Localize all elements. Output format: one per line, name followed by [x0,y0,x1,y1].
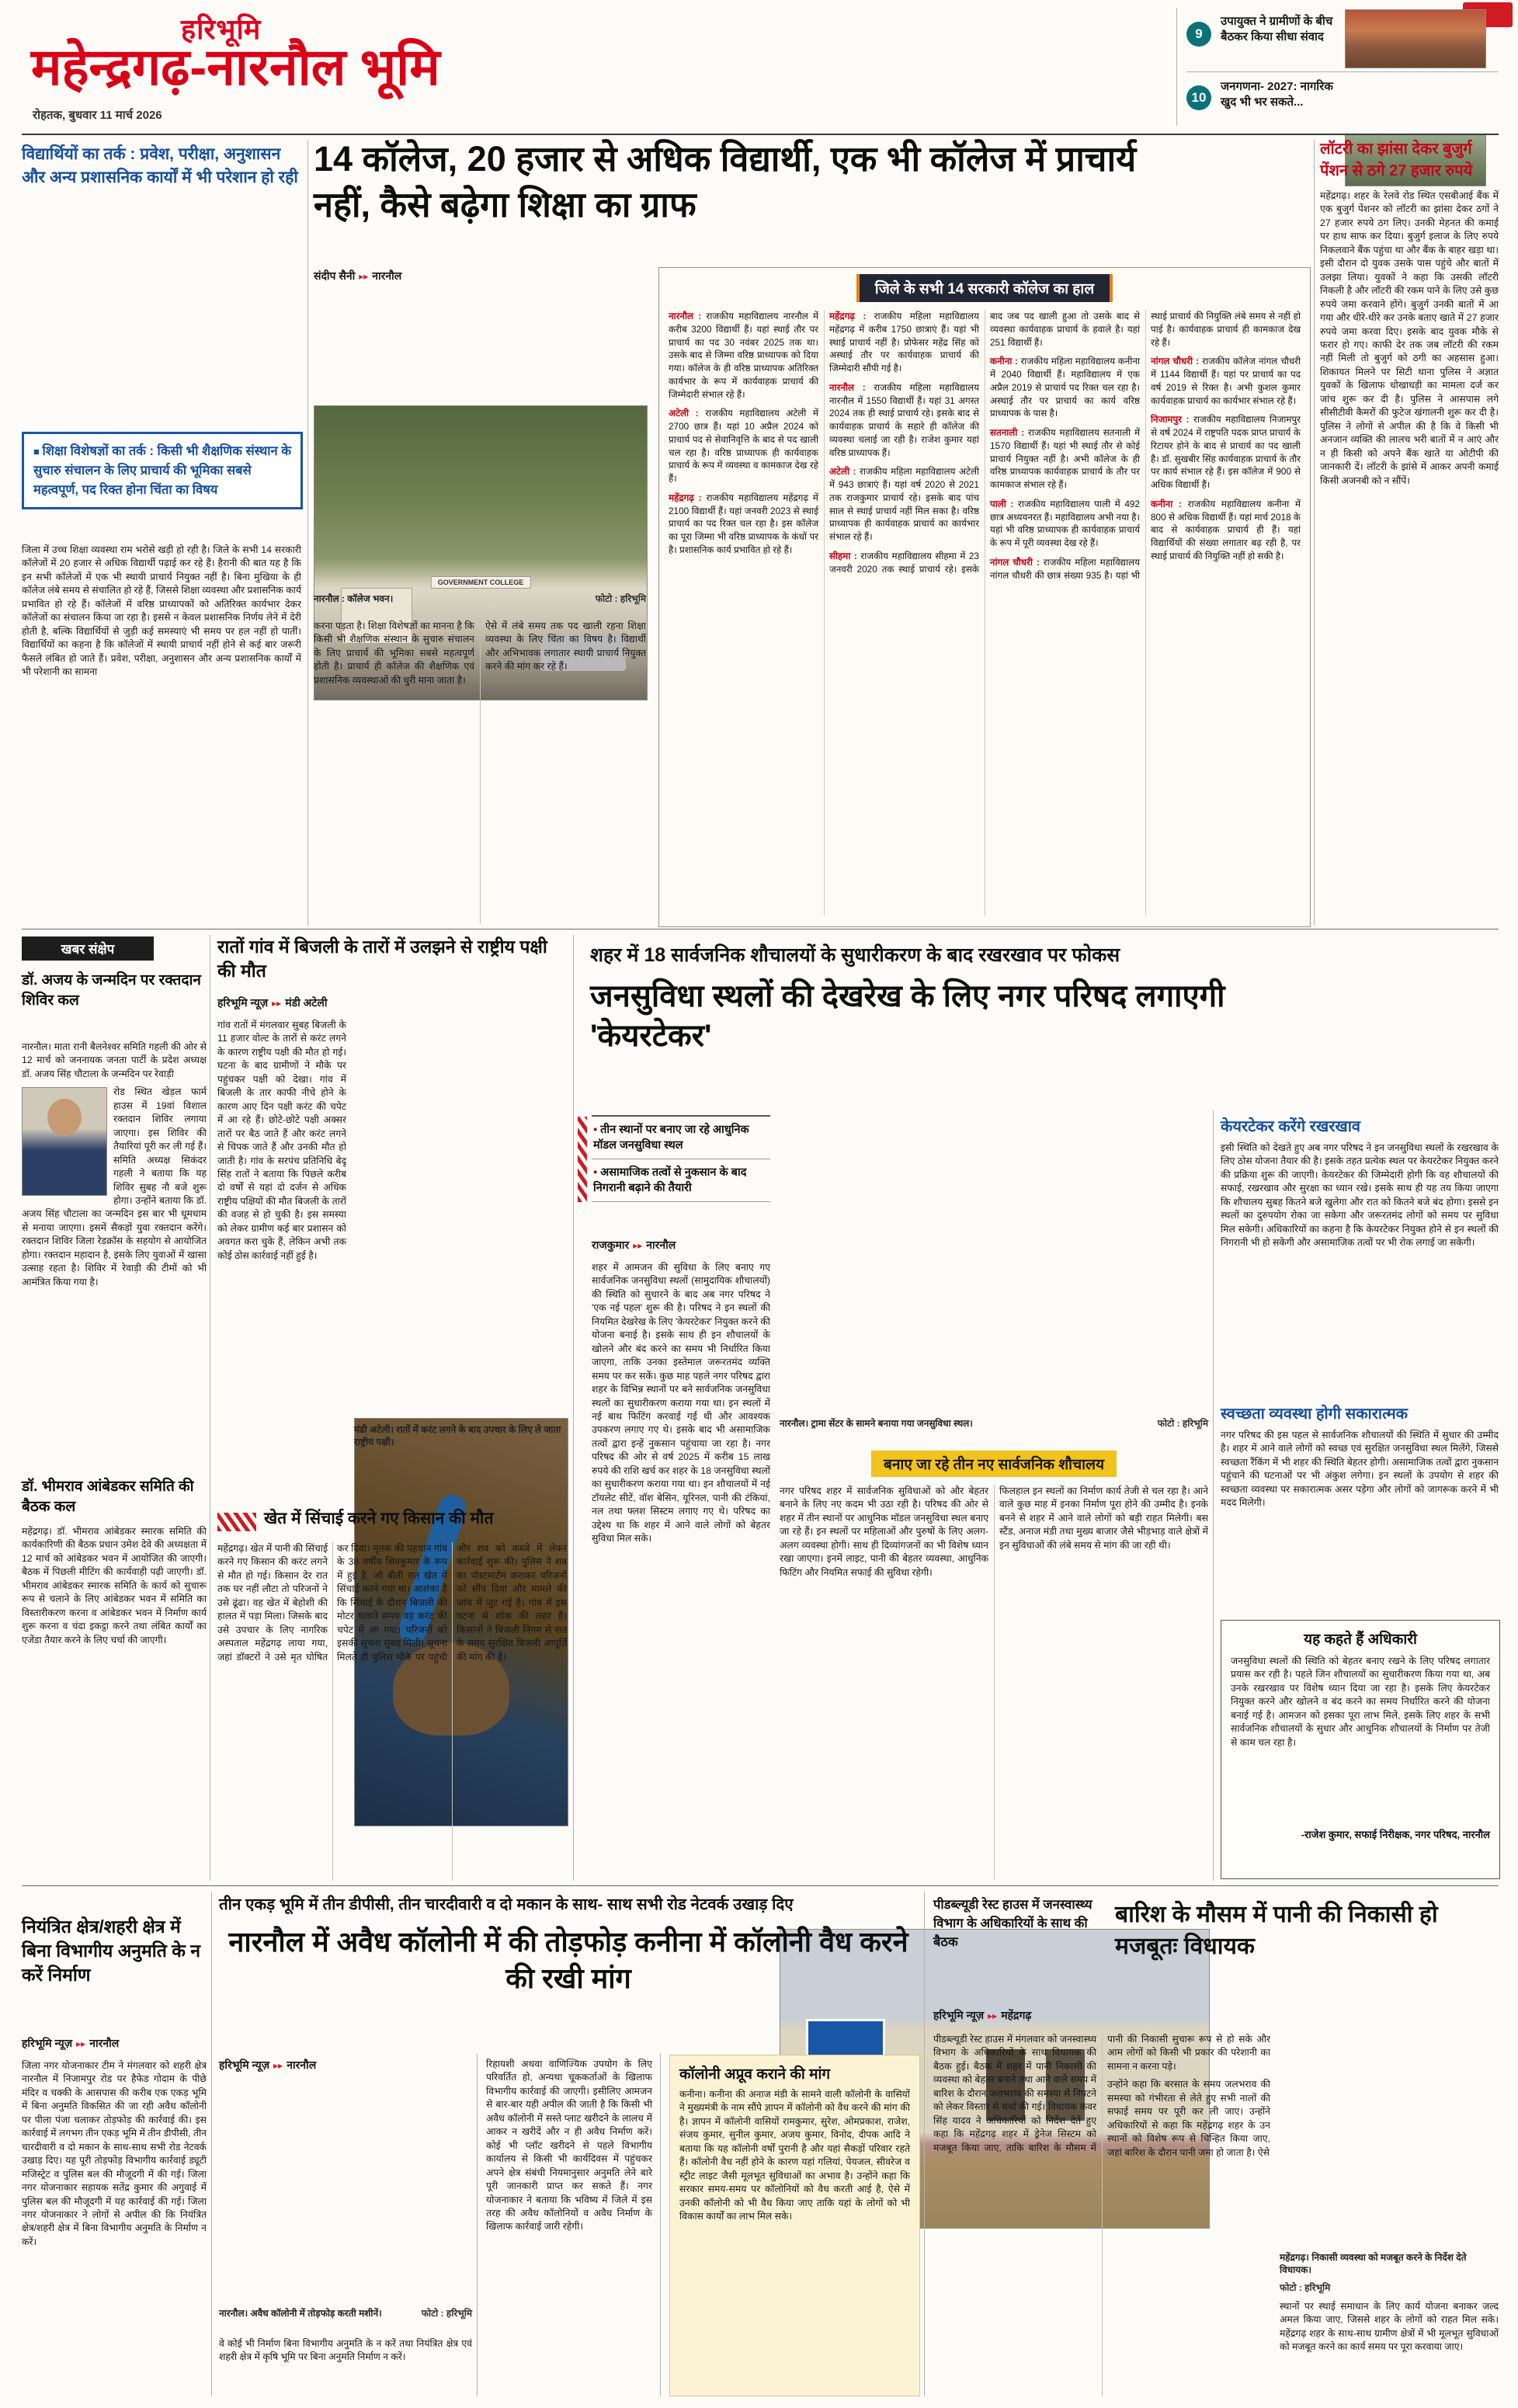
official-box-signature: -राजेश कुमार, सफाई निरीक्षक, नगर परिषद, नारनौल [1301,1829,1490,1840]
byline-arrows-icon [629,1239,646,1251]
college-entry-text: राजकीय महाविद्यालय महेंद्रगढ़ में 2100 विद्यार्थी हैं। यहां जनवरी 2023 से स्थाई प्राचार्य का पद रिक्त चल रहा है। इस कॉलेज का पूरा जिम्मा भी वरिष्ठ प्राध्यापक के कंधों पर है। प्रशासनिक कार्य प्रभावित हो रहे हैं। [669,492,818,555]
brief-number-badge: 9 [1186,22,1211,47]
construction-body: जिला नगर योजनाकार टीम ने मंगलवार को शहरी क्षेत्र नारनौल में निजामपुर रोड पर हैफेड गोदाम के पीछे मंदिर व चक्की के आसपास की करीब एक एकड़ भूमि में बिना अनुमति विकसित की जा रही अवैध कॉलोनी पर पीला पंजा चलाकर तोड़फोड़ की कार्रवाई की। इस कार्रवाई में लगभग तीन एकड़ भूमि में तीन डीपीसी, तीन चारदीवारी व दो मकान के साथ-साथ सभी रोड नेटवर्क उखाड़ दिए। यह पूरी तोड़फोड़ विभागीय कार्रवाई ड्यूटी मजिस्ट्रेट व पुलिस बल की मौजूदगी में की गई। जिला नगर योजनाकार सहायक सतेंद्र कुमार की अगुवाई में पुलिस बल की मौजूदगी में यह कार्रवाई की गई। जिला नगर योजनाकार ने लोगों से अपील की कि नियंत्रित क्षेत्र/शहरी क्षेत्र में बिना विभागीय अनुमति के निर्माण न करें। [22,2060,207,2247]
lottery-headline: लॉटरी का झांसा देकर बुजुर्ग पेंशन से ठगे 27 हजार रुपये [1320,141,1473,179]
college-entry-text: राजकीय महिला महाविद्यालय अटेली में 943 छात्राएं हैं। यहां वर्ष 2020 से 2021 तक राजकुमार प्राचार्य रहे। इसके बाद पांच साल से स्थाई प्राचार्य नहीं मिल सका है। वरिष्ठ प्राध्यापक ही कार्यवाहक प्राचार्य का कार्यभार संभाल रहे हैं। [829,466,979,542]
blue-square-icon [33,444,42,458]
college-entry [829,381,979,460]
lead-body-columns [314,620,646,924]
brief-story-text: नारनौल। माता रानी बैलनेश्वर समिति गहली की ओर से 12 मार्च को जननायक जनता पार्टी के प्रदेश अध्यक्ष डॉ. अजय सिंह चौटाला के जन्मदिन पर रेवाड़ी [22,1041,207,1079]
lottery-body: महेंद्रगढ़। शहर के रेलवे रोड स्थित एसबीआई बैंक में एक बुजुर्ग पेंशनर को लॉटरी का झांसा देकर ठगों ने 27 हजार रुपये ठग लिए। उनकी मेहनत की कमाई पर हाथ साफ कर दिया। बुजुर्ग इलाज के लिए रुपये निकलवाने बैंक पहुंचा था और बैंक के बाहर खड़ा था। इसी दौरान दो युवक उसके पास पहुंचे और बातों में उलझा लिया। युवकों ने कहा कि उसकी लॉटरी निकली है और लॉटरी की रकम पाने के लिए उसे कुछ रुपये जमा करवाने होंगे। बुजुर्ग उनकी बातों में आ गया और धीरे-धीरे कर उनके बताए खाते में 27 हजार रुपये जमा करवा दिए। इसके बाद युवक मौके से फरार हो गए। काफी देर तक जब लॉटरी की रकम नहीं मिली तो बुजुर्ग को ठगी का अहसास हुआ। शिकायत मिलने पर सिटी थाना पुलिस ने अज्ञात युवकों के खिलाफ धोखाधड़ी का मामला दर्ज कर जांच शुरू कर दी है। पुलिस ने आसपास लगे सीसीटीवी कैमरों की फुटेज खंगालनी शुरू कर दी है। पुलिस ने लोगों से अपील की है कि वे किसी भी अनजान व्यक्ति की लालच भरी बातों में न आएं और न ही किसी को अपने बैंक खाते या ओटीपी की जानकारी दें। लॉटरी के झांसे में आकर अपनी कमाई किसी अजनबी को न सौंपें। [1320,190,1499,486]
new-toilets-box-body [780,1485,1208,1879]
lead-side-headline: विद्यार्थियों का तर्क : प्रवेश, परीक्षा, अनुशासन और अन्य प्रशासनिक कार्यों में भी परेशान हो रही [22,145,298,187]
brief-story-headline: डॉ. अजय के जन्मदिन पर रक्तदान शिविर कल [22,972,201,1009]
expert-quote-text: शिक्षा विशेषज्ञों का तर्क : किसी भी शैक्षणिक संस्थान के सुचारु संचालन के लिए प्राचार्य की भूमिका सबसे महत्वपूर्ण, पद रिक्त होना चिंता का विषय [33,444,291,497]
drainage-headline: बारिश के मौसम में पानी की निकासी हो मजबूतः विधायक [1115,1902,1438,1959]
byline-arrows-icon [984,2009,1001,2021]
lead-body-a: करना पड़ता है। शिक्षा विशेषज्ञों का मानना है कि किसी भी शैक्षणिक संस्थान के सुचारु संचालन के लिए प्राचार्य की भूमिका सबसे महत्वपूर्ण होती है। प्राचार्य ही कॉलेज की शैक्षणिक एवं प्रशासनिक व्यवस्थाओं की धुरी माना जाता है। [314,620,474,686]
caretaker-kicker: शहर में 18 सार्वजनिक शौचालयों के सुधारीकरण के बाद रखरखाव पर फोकस [590,944,1120,966]
bullet-square-icon [593,1124,600,1136]
drainage-body-below-photo: स्थानों पर स्थाई समाधान के लिए कार्य योजना बनाकर जल्द अमल किया जाए, जिससे शहर के लोगों को राहत मिल सके। महेंद्रगढ़ शहर के साथ-साथ ग्रामीण क्षेत्रों में भी मूलभूत सुविधाओं को मजबूत करने का कार्य समय पर पूरा करवाया जाए। [1280,2301,1499,2353]
column-rule [1314,140,1315,926]
college-entry-text: राजकीय महिला महाविद्यालय महेंद्रगढ़ में करीब 1750 छात्राएं हैं। यहां भी स्थाई प्राचार्य नहीं है। प्रोफेसर महेंद्र सिंह को अस्थाई तौर पर कार्यवाहक प्राचार्य की जिम्मेदारी सौंपी गई है। [829,311,979,374]
college-entry-text: राजकीय कॉलेज नांगल चौधरी में 1144 विद्यार्थी हैं। यहां पर प्राचार्य का पद वर्ष 2019 से रिक्त है। अभी कुशल कुमार कार्यवाहक प्राचार्य का कार्यभार संभाल रहे हैं। [1151,356,1301,406]
college-town: निजामपुर : [1151,414,1193,425]
college-entries [669,310,1301,916]
bullet-square-icon [593,1166,600,1179]
byline-name: हरिभूमि न्यूज़ [933,2009,985,2021]
college-entry [990,426,1140,492]
byline-name: राजकुमार [592,1239,630,1251]
caption-text: मंडी अटेली। रातों में करंट लगने के बाद उपचार के लिए ले जाता राष्ट्रीय पक्षी। [354,1424,561,1447]
byline-place: नारनौल [287,2059,317,2071]
college-photo-sign: GOVERNMENT COLLEGE [431,576,531,589]
caretaker-bullet-item [592,1117,770,1159]
college-town: नांगल चौधरी : [1151,356,1202,367]
demand-box-title: कॉलोनी अप्रूव कराने की मांग [679,2066,831,2083]
colony-demand-box [669,2055,920,2396]
brief-photo-1 [1345,9,1486,68]
drainage-body [933,2033,1270,2396]
lead-byline [314,269,401,283]
masthead-title: महेन्द्रगढ़-नारनौल भूमि [31,38,440,96]
peacock-headline: रातों गांव में बिजली के तारों में उलझने से राष्ट्रीय पक्षी की मौत [217,936,547,982]
college-entry-text: राजकीय महाविद्यालय अटेली में 2700 छात्र हैं। यहां 10 अप्रैल 2024 को प्राचार्य पद से सेवानिवृत्ति के बाद से पद खाली चल रहा है। वरिष्ठ प्राध्यापक ही कार्यवाहक प्राचार्य के रूप में व्यवस्था व कामकाज देख रहे हैं। [669,408,819,484]
college-town: नारनौल : [829,382,874,393]
new-toilets-box [780,1451,1208,1881]
photo-credit: फोटो : हरिभूमि [421,2308,472,2319]
college-status-box [658,267,1311,927]
byline-place: नारनौल [372,269,402,282]
lead-body-left: जिला में उच्च शिक्षा व्यवस्था राम भरोसे खड़ी हो रही है। जिले के सभी 14 सरकारी कॉलेजों में 20 हजार से अधिक विद्यार्थी पढ़ाई कर रहे हैं। हैरानी की बात यह है कि इन सभी कॉलेजों में एक भी स्थायी प्राचार्य नियुक्त नहीं है। बिना मुखिया के ही कॉलेज लंबे समय से संचालित हो रहे हैं, जिससे शिक्षा व्यवस्था और प्रशासनिक कार्य प्रभावित हो रहे हैं। कॉलेजों में वरिष्ठ प्राध्यापकों को अतिरिक्त कार्यभार देकर कॉलेजों का संचालन किया जा रहा है। इससे न केवल प्रशासनिक निर्णय लेने में देरी होती है, बल्कि विद्यार्थियों से जुड़ी कई समस्याएं भी समय पर हल नहीं हो पातीं। विद्यार्थियों का कहना है कि कॉलेजों में स्थायी प्राचार्य नहीं होने से कई बार जरूरी फैसले लंबित हो जाते हैं। प्रवेश, परीक्षा, अनुशासन और अन्य प्रशासनिक कार्यों में भी परेशानी का सामना [22,544,301,678]
photo-credit: फोटो : हरिभूमि [1157,1418,1208,1429]
college-town: सतनाली : [990,427,1028,438]
red-slashes-icon [578,1117,587,1202]
lead-headline: 14 कॉलेज, 20 हजार से अधिक विद्यार्थी, एक भी कॉलेज में प्राचार्य नहीं, कैसे बढ़ेगा शिक्षा का ग्राफ [314,139,1137,224]
byline-arrows-icon [268,996,285,1009]
byline-name: हरिभूमि न्यूज़ [219,2059,270,2071]
byline-name: संदीप सैनी [314,269,356,282]
caption-text: नारनौल : कॉलेज भवन। [314,593,394,604]
farmer-headline: खेत में सिंचाई करने गए किसान की मौत [264,1510,494,1527]
college-entry [990,355,1140,420]
photo-credit: फोटो : हरिभूमि [595,593,646,604]
face-shape [47,1099,82,1136]
caption-text: महेंद्रगढ़। निकासी व्यवस्था को मजबूत करने के निर्देश देते विधायक। [1280,2252,1467,2275]
college-entry-text: राजकीय महाविद्यालय कनीना में 800 से अधिक विद्यार्थी हैं। यहां मार्च 2018 के बाद से कार्यवाहक प्राचार्य ही हैं। यहां विद्यार्थियों की संख्या लगातार बढ़ रही है, पर स्थाई प्राचार्य की नियुक्ति नहीं हो सकी है। [1151,498,1301,561]
masthead-divider [1176,8,1177,126]
demand-box-body: कनीना। कनीना की अनाज मंडी के सामने वाली कॉलोनी के वासियों ने मुख्यमंत्री के नाम सौंपे ज्ञापन में कॉलोनी को वैध करने की मांग की है। ज्ञापन में कॉलोनी वासियों रामकुमार, सुरेश, ओमप्रकाश, राजेश, संजय कुमार, सुनील कुमार, अजय कुमार, विनोद, दीपक आदि ने बताया कि यह कॉलोनी वर्षों पुरानी है और यहां सैकड़ों परिवार रहते हैं। कॉलोनी वैध नहीं होने के कारण यहां गलियां, पेयजल, सीवरेज व स्ट्रीट लाइट जैसी मूलभूत सुविधाओं का अभाव है। उन्होंने कहा कि सरकार समय-समय पर कॉलोनियों को वैध करती आई है, ऐसे में उनकी कॉलोनी को भी वैध किया जाए ताकि यहां के लोगों को भी विकास कार्यों का लाभ मिल सके। [679,2089,910,2222]
caretaker-headline: जनसुविधा स्थलों की देखरेख के लिए नगर परिषद लगाएगी 'केयरटेकर' [590,979,1225,1054]
section-rule [22,1885,1499,1886]
byline-place: मंडी अटेली [285,996,328,1009]
brief-divider [1186,71,1499,72]
bullet-text: तीन स्थानों पर बनाए जा रहे आधुनिक मॉडल जनसुविधा स्थल [593,1124,749,1152]
demolition-kicker: तीन एकड़ भूमि में तीन डीपीसी, तीन चारदीवारी व दो मकान के साथ- साथ सभी रोड नेटवर्क उखाड़ दिए [219,1895,794,1913]
brief-story-text: रोड स्थित खेड़ल फार्म हाउस में 19वां विशाल रक्तदान शिविर लगाया जाएगा। इस शिविर की तैयारियां पूरी कर ली गई हैं। समिति अध्यक्ष सिकंदर गहली ने बताया कि यह शिविर सुबह नौ बजे शुरू होगा। उन्होंने बताया कि डॉ. अजय सिंह चौटाला का जन्मदिन इस बार भी धूमधाम से मनाया जाएगा। इसमें सैकड़ों युवा रक्तदान करेंगे। रक्तदान शिविर जिला रेडक्रॉस के सहयोग से आयोजित होगा। रक्तदान महादान है, इसके लिए युवाओं में खासा उत्साह रहता है। शिविर में रेवाड़ी की टीमों को भी आमंत्रित किया गया है। [22,1086,207,1287]
college-town: पाली : [990,499,1018,509]
drainage-body-text: पीडब्ल्यूडी रेस्ट हाउस में मंगलवार को जनस्वास्थ्य विभाग के अधिकारियों के साथ विधायक की बैठक हुई। बैठक में शहर में पानी निकासी की व्यवस्था को बेहतर बनाने तथा आने वाले समय में बारिश के दौरान जलभराव की समस्या से निपटने को लेकर विस्तार से चर्चा की गई। विधायक कंवर सिंह यादव ने अधिकारियों को निर्देश देते हुए कहा कि महेंद्रगढ़ शहर में ड्रेनेज सिस्टम को मजबूत किया जाए, ताकि बारिश के मौसम में पानी की निकासी सुचारू रूप से हो सके और आम लोगों को किसी भी प्रकार की परेशानी का सामना न करना पड़े। [933,2034,1270,2153]
college-photo-caption [314,590,646,606]
college-entry [669,407,818,485]
college-entry-text: राजकीय महिला महाविद्यालय नारनौल में 1550 विद्यार्थी हैं। यहां 31 अगस्त 2024 तक ही स्थाई प्राचार्य रहे। इसके बाद से कार्यवाहक प्राचार्य के सहारे ही कॉलेज की व्यवस्था चलाई जा रही है। राजेश कुमार यहां वरिष्ठ प्राध्यापक हैं। [829,381,979,458]
byline-arrows-icon [355,269,372,282]
construction-byline [22,2036,119,2051]
demolition-body: रिहायशी अथवा वाणिज्यिक उपयोग के लिए परिवर्तित हो, अन्यथा चूककर्ताओं के खिलाफ विभागीय कार्रवाई की जाएगी। इसीलिए आमजन से बार-बार यही अपील की जाती है कि किसी भी अवैध कॉलोनी में सस्ते प्लाट खरीदने के लालच में आकर न खरीदें और न ही अवैध निर्माण करें। कोई भी प्लॉट खरीदने से पहले विभागीय कार्यालय से किसी भी कार्यदिवस में पहुंचकर अपने क्षेत्र संबंधी नियमानुसार अनुमति लेने बारे पूरी जानकारी प्राप्त कर सकते हैं। नगर योजनाकार ने बताया कि भविष्य में जिले में इस तरह की अवैध कॉलोनियों व अवैध निर्माण के खिलाफ कार्रवाई जारी रहेगी। [486,2059,652,2233]
college-entry [829,465,979,544]
caretaker-body: शहर में आमजन की सुविधा के लिए बनाए गए सार्वजनिक जनसुविधा स्थलों (सामुदायिक शौचालयों) की स्थिति को सुधारने के बाद अब नगर परिषद ने 'एक नई पहल' शुरू की है। परिषद ने इन स्थलों की नियमित देखरेख के लिए 'केयरटेकर' नियुक्त करने की योजना बनाई है। इसके साथ ही इन शौचालयों के खोलने और बंद करने का समय भी निर्धारित किया जाएगा, ताकि उनका इस्तेमाल जरूरतमंद व्यक्ति समय पर कर सकें। कुछ माह पहले नगर परिषद द्वारा शहर के विभिन्न स्थानों पर बने सार्वजनिक जनसुविधा स्थलों का सुधारीकरण कराया गया था। इन स्थलों में नई बाथ फिटिंग करवाई गई थी और आवश्यक उपकरण लगाए गए थे। इसके बाद भी असामाजिक तत्वों द्वारा इन्हें नुकसान पहुंचाया जा रहा है। नगर परिषद की ओर से वर्ष 2025 में करीब 15 लाख रुपये की राशि खर्च कर शहर के 18 जनसुविधा स्थलों का सुधारीकरण कराया गया था। इन शौचालयों में नई टॉयलेट सीटें, वॉश बेसिन, यूरिनल, पानी की टंकियां, नल तथा फ्लश सिस्टम लगाए गए थे। परिषद का उद्देश्य था कि शहर में आने वाले लोगों को बेहतर सुविधा मिल सके। [592,1262,770,1545]
column-rule [211,1892,212,2396]
brief-headline[interactable]: उपायुक्त ने ग्रामीणों के बीच बैठकर किया सीधा संवाद [1221,15,1333,43]
farmer-body: महेंद्रगढ़। खेत में पानी की सिंचाई करने गए किसान की करंट लगने से मौत हो गई। किसान देर रात तक घर नहीं लौटा तो परिजनों ने उसे ढूंढा। वह खेत में बेहोशी की हालत में पड़ा मिला। जिसके बाद उसे उपचार के लिए नागरिक अस्पताल महेंद्रगढ़ लाया गया, जहां डॉक्टरों ने उसे मृत घोषित कर दिया। मृतक की पहचान गांव के 38 वर्षीय शिवकुमार के रूप में हुई है, जो बीती रात खेत में सिंचाई करने गया था। आशंका है कि सिंचाई के दौरान बिजली की मोटर चलाते समय वह करंट की चपेट में आ गया। परिजनों को इसकी सूचना सुबह मिली। सूचना मिलते ही पुलिस मौके पर पहुंची और शव को कब्जे में लेकर कार्रवाई शुरू की। पुलिस ने शव का पोस्टमार्टम कराकर परिजनों को सौंप दिया और मामले की जांच में जुट गई है। गांव में इस घटना से शोक की लहर है। किसानों ने बिजली निगम से रात के समय सुरक्षित बिजली आपूर्ति की मांग की है। [217,1543,567,1663]
college-entry [1151,498,1301,563]
college-entry-text: राजकीय महाविद्यालय पाली में 492 छात्र अध्ययनरत हैं। महाविद्यालय अभी नया है। यहां भी वरिष्ठ प्राध्यापक ही कार्यवाहक प्राचार्य के रूप में पूरी व्यवस्था देख रहे हैं। [990,498,1140,548]
column-rule [573,935,574,1881]
demolition-headline: नारनौल में अवैध कॉलोनी में की तोड़फोड़ कनीना में कॉलोनी वैध करने की रखी मांग [228,1926,908,1994]
official-quote-box [1221,1620,1500,1879]
newspaper-logo: हरिभूमि [181,13,262,45]
byline-name: हरिभूमि न्यूज़ [22,2037,73,2049]
brief-story-headline: डॉ. भीमराव आंबेडकर समिति की बैठक कल [22,1479,194,1515]
college-town: नांगल चौधरी : [990,557,1044,568]
peacock-photo-caption [354,1421,567,1448]
bullet-text: असामाजिक तत्वों से नुकसान के बाद निगरानी बढ़ाने की तैयारी [593,1166,747,1194]
brief-headline[interactable]: जनगणना- 2027: नागरिक खुद भी भर सकते... [1221,80,1333,109]
demolition-byline [219,2058,316,2073]
college-entry-text: राजकीय महाविद्यालय सतनाली में 1570 विद्यार्थी हैं। यहां भी स्थाई तौर से कोई प्राचार्य नियुक्त नहीं है। अभी कॉलेज के ही वरिष्ठ प्राध्यापक कार्यवाहक प्राचार्य के तौर पर कामकाज संभाल रहे हैं। [990,427,1140,490]
byline-arrows-icon [269,2059,287,2071]
caretaker-sub-body: इसी स्थिति को देखते हुए अब नगर परिषद ने इन जनसुविधा स्थलों के रखरखाव के लिए ठोस योजना तैयार की है। इसके तहत प्रत्येक स्थल पर केयरटेकर नियुक्त करने की प्रक्रिया शुरू की जाएगी। केयरटेकर की जिम्मेदारी होगी कि वह शौचालयों की सफाई, रखरखाव और सुरक्षा का ध्यान रखे। इसके साथ ही यह तय किया जाएगा कि शौचालय सुबह कितने बजे खुलेगा और रात को कितने बजे बंद होगा। इससे इन स्थलों का दुरुपयोग रोका जा सकेगा और जरूरतमंद लोगों को समय पर सुविधा मिल सकेगी। अधिकारियों का कहना है कि केयरटेकर नियुक्त होने से इन स्थलों की निगरानी भी हो सकेगी और असामाजिक तत्वों पर भी रोक लगाई जा सकेगी। [1221,1142,1499,1249]
drainage-kicker: पीडब्ल्यूडी रेस्ट हाउस में जनस्वास्थ्य विभाग के अधिकारियों के साथ की बैठक [933,1898,1092,1949]
byline-arrows-icon [72,2037,89,2049]
official-box-title: यह कहते हैं अधिकारी [1304,1631,1417,1648]
college-town: अटेली : [829,466,860,477]
box-body-text: नगर परिषद शहर में सार्वजनिक सुविधाओं को और बेहतर बनाने के लिए नए कदम भी उठा रही है। परिषद की ओर से शहर में तीन स्थानों पर आधुनिक मॉडल जनसुविधा स्थल बनाए जा रहे हैं। इन स्थलों पर महिलाओं और पुरुषों के लिए अलग-अलग व्यवस्था होगी। साथ ही दिव्यांगजनों का भी विशेष ध्यान रखा जाएगा। इनमें लाइट, पानी की बेहतर व्यवस्था, आधुनिक फिटिंग और नियमित सफाई की सुविधा रहेगी। [780,1485,988,1578]
demolition-body-below-photo: वे कोई भी निर्माण बिना विभागीय अनुमति के न करें तथा नियंत्रित क्षेत्र एवं शहरी क्षेत्र में कृषि भूमि पर बिना अनुमति निर्माण न करें। [219,2338,472,2363]
caretaker-sub-headline: केयरटेकर करेंगे रखरखाव [1221,1118,1361,1135]
column-rule [1213,1110,1214,1881]
byline-name: हरिभूमि न्यूज़ [217,996,269,1009]
college-town: सीहमा : [829,551,860,561]
drainage-body-text: उन्होंने कहा कि बरसात के समय जलभराव की समस्या को गंभीरता से लेते हुए सभी नालों की सफाई समय पर पूरी कर ली जाए। उन्होंने अधिकारियों से कहा कि महेंद्रगढ़ शहर के उन स्थानों को विशेष रूप से चिन्हित किया जाए, जहां बारिश के दौरान पानी जमा हो जाता है। ऐसे [1107,2079,1270,2158]
caption-text: नारनौल। अवैध कॉलोनी में तोड़फोड़ करती मशीनें। [219,2308,382,2319]
college-town: नारनौल : [669,311,706,321]
brief-number-badge: 10 [1186,85,1211,110]
college-town: महेंद्रगढ़ : [829,311,874,321]
column-rule [924,1892,925,2396]
column-rule [660,2053,661,2396]
donor-portrait-photo [22,1087,107,1196]
college-town: कनीना : [1151,499,1188,509]
toilet-photo-caption [780,1415,1208,1430]
caretaker-bullet-item [592,1159,770,1202]
byline-place: नारनौल [89,2037,120,2049]
college-entry [669,310,818,401]
peacock-byline [217,996,327,1010]
news-briefs-header: खबर संक्षेप [22,936,154,961]
college-entry [990,498,1140,550]
meeting-photo-caption [1280,2249,1499,2295]
column-rule [307,140,308,926]
photo-credit: फोटो : हरिभूमि [1280,2282,1331,2294]
masthead-dateline: रोहतक, बुधवार 11 मार्च 2026 [33,109,162,122]
caretaker-sub-body: नगर परिषद की इस पहल से सार्वजनिक शौचालयों की स्थिति में सुधार की उम्मीद है। शहर में आने वाले लोगों को स्वच्छ एवं सुरक्षित जनसुविधा स्थल मिलेंगे, जिससे स्वच्छता रैंकिंग में भी शहर की स्थिति बेहतर होगी। असामाजिक तत्वों द्वारा नुकसान पहुंचाने की घटनाओं पर भी अंकुश लगेगा। इन स्थलों के उपयोग से शहर की स्वच्छता व्यवस्था पर सकारात्मक असर पड़ेगा और लोगों को जागरूक करने में भी मदद मिलेगी। [1221,1430,1499,1509]
college-entry-text: राजकीय महाविद्यालय सीहमा में 23 जनवरी 2020 तक स्थाई प्राचार्य रहे। इसके बाद जब पद खाली हुआ तो उसके बाद से व्यवस्था कार्यवाहक प्राचार्य के हवाले है। यहां 251 विद्यार्थी हैं। [829,311,1140,575]
college-entry-text: राजकीय महाविद्यालय निजामपुर से वर्ष 2024 में राष्ट्रपति पदक प्राप्त प्राचार्य के रिटायर होने के बाद से प्राचार्य का पद खाली है। डॉ. सुखबीर सिंह कार्यवाहक प्राचार्य के तौर पर कार्य संभाल रहे हैं। इस कॉलेज में 900 से अधिक विद्यार्थी हैं। [1151,414,1301,490]
college-entry-text: राजकीय महिला महाविद्यालय नांगल चौधरी की छात्र संख्या 935 है। यहां भी स्थाई प्राचार्य की नियुक्ति लंबे समय से नहीं हो पाई है। कार्यवाहक प्राचार्य ही कामकाज देख रहे हैं। [990,311,1301,581]
lottery-story [1320,138,1499,873]
brief-story-body: महेंद्रगढ़। डॉ. भीमराव आंबेडकर स्मारक समिति की कार्यकारिणी की बैठक प्रधान उमेश देवे की अध्यक्षता में 12 मार्च को आंबेडकर भवन में आयोजित की जाएगी। बैठक में पिछली मीटिंग की कार्यवाही पढ़ी जाएगी। डॉ. भीमराव आंबेडकर स्मारक समिति के कार्य को सुचारू रूप से चलाने के लिए आंबेडकर भवन में समिति का विस्तारीकरण करना व आंबेडकर भवन में निर्माण कार्य शुरू करना व चंदा इकट्ठा करने तथा लंबित कार्यों का एजेंडा तैयार करने के लिए चर्चा की जाएगी। [22,1526,207,1645]
caption-text: नारनौल। ट्रामा सेंटर के सामने बनाया गया जनसुविधा स्थल। [780,1418,973,1429]
peacock-body: गांव रातों में मंगलवार सुबह बिजली के 11 हजार वोल्ट के तारों से करंट लगने के कारण राष्ट्रीय पक्षी की मौत हो गई। घटना के बाद ग्रामीणों ने मौके पर पहुंचकर पक्षी को देखा। गांव में बिजली के तार काफी नीचे होने के कारण आए दिन पक्षी करंट की चपेट में आ रहे हैं। छोटे-छोटे पक्षी अक्सर तारों पर बैठ जाते हैं और करंट लगने से चिपक जाते हैं और उनकी मौत हो जाती है। गांव के सरपंच प्रतिनिधि बेदू सिंह रातों ने बताया कि पिछले करीब दो वर्षों से यहां दो दर्जन से अधिक राष्ट्रीय पक्षियों की मौत बिजली के तारों की वजह से हो चुकी है। इस समस्या को लेकर ग्रामीण कई बार प्रशासन को अवगत करा चुके हैं, लेकिन अभी तक कोई ठोस कार्रवाई नहीं हुई है। [217,1020,346,1261]
college-box-title: जिले के सभी 14 सरकारी कॉलेज का हाल [860,274,1110,302]
demolition-photo-caption [219,2305,472,2320]
caretaker-bullets [592,1115,770,1202]
column-rule [477,2053,478,2396]
college-entry-text: राजकीय महिला महाविद्यालय कनीना में 2040 विद्यार्थी हैं। महाविद्यालय में एक अप्रैल 2019 से प्राचार्य पद रिक्त चल रहा है। अस्थाई तौर पर प्राचार्य का कार्य वरिष्ठ प्राध्यापक के पास है। [990,356,1141,419]
official-box-body: जनसुविधा स्थलों की स्थिति को बेहतर बनाए रखने के लिए परिषद लगातार प्रयास कर रही है। पहले जिन शौचालयों का सुधारीकरण किया गया था, अब उनके रखरखाव पर विशेष ध्यान दिया जा रहा है। इसके लिए केयरटेकर नियुक्त करने और खोलने व बंद करने का समय निर्धारित करने की योजना बनाई गई है। आमजन को इसका पूरा लाभ मिले, इसके लिए शहर के सभी सार्वजनिक शौचालयों के सुधार और आधुनिक शौचालयों के निर्माण पर तेजी से काम चल रहा है। [1231,1656,1490,1748]
college-entry-text: राजकीय महाविद्यालय नारनौल में करीब 3200 विद्यार्थी हैं। यहां स्थाई तौर पर प्राचार्य का पद 30 नवंबर 2025 तक था। उसके बाद से जिम्मा वरिष्ठ प्राध्यापक को दिया गया। कॉलेज के ही वरिष्ठ प्राध्यापक अतिरिक्त कार्यभार के रूप में कार्यवाहक प्राचार्य की जिम्मेदारी संभाल रहे हैं। [669,311,819,400]
construction-headline: नियंत्रित क्षेत्र/शहरी क्षेत्र में बिना विभागीय अनुमति के न करें निर्माण [22,1916,201,1986]
college-entry [1151,413,1301,492]
box-body-text: फिलहाल इन स्थलों का निर्माण कार्य तेजी से चल रहा है। आने वाले कुछ माह में इनका निर्माण पूरा होने की उम्मीद है। इनके बनने से शहर में आने वाले लोगों को बड़ी राहत मिलेगी। बस स्टैंड, अनाज मंडी तथा मुख्य बाजार जैसे भीड़भाड़ वाले क्षेत्रों में इन सुविधाओं की लंबे समय से मांग की जा रही थी। [999,1485,1208,1551]
byline-place: महेंद्रगढ़ [1001,2009,1032,2021]
byline-place: नारनौल [646,1239,676,1251]
college-town: महेंद्रगढ़ : [669,492,707,503]
expert-quote-box [22,432,303,509]
college-town: कनीना : [990,356,1020,367]
college-entry [1151,355,1301,407]
caretaker-sub-headline: स्वच्छता व्यवस्था होगी सकारात्मक [1221,1406,1409,1423]
drainage-byline [933,2008,1031,2023]
red-slashes-icon [217,1513,256,1531]
header-rule [22,134,1499,135]
brief-story-body [22,1041,207,1472]
college-entry [829,310,979,375]
lead-body-b: ऐसे में लंबे समय तक पद खाली रहना शिक्षा व्यवस्था के लिए चिंता का विषय है। विद्यार्थी और अभिभावक लगातार स्थायी प्राचार्य नियुक्त करने की मांग कर रहे हैं। [485,620,646,672]
new-toilets-box-title: बनाए जा रहे तीन नए सार्वजनिक शौचालय [871,1451,1117,1477]
college-entry [669,492,818,557]
caretaker-byline [592,1238,676,1253]
college-town: अटेली : [669,408,705,419]
